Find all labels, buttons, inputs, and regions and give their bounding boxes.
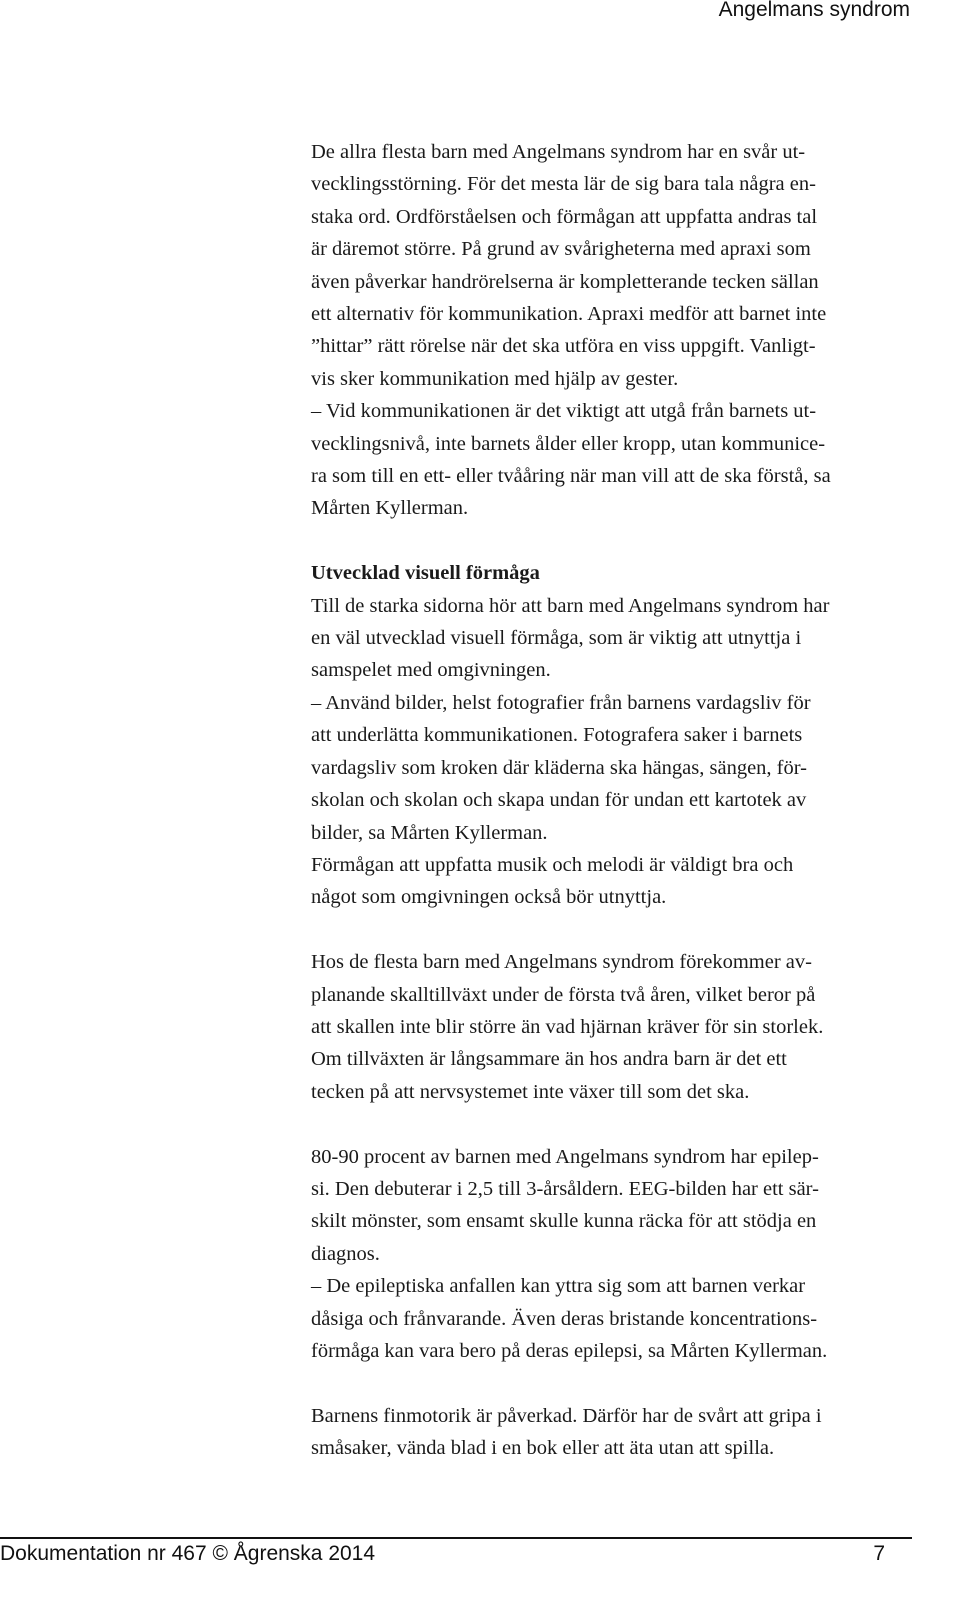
text-line: vardagsliv som kroken där kläderna ska hängas, sängen, för- <box>311 756 807 779</box>
text-line: vis sker kommunikation med hjälp av gester. <box>311 367 679 390</box>
text-line: ra som till en ett- eller tvååring när man vill att de ska förstå, sa <box>311 465 831 488</box>
paragraph-communication <box>311 136 941 525</box>
paragraph-spacer <box>311 914 941 946</box>
text-line: skilt mönster, som ensamt skulle kunna räcka för att stödja en <box>311 1210 817 1233</box>
text-line: vecklingsnivå, inte barnets ålder eller kropp, utan kommunice- <box>311 432 826 455</box>
text-line: att underlätta kommunikationen. Fotografera saker i barnets <box>311 724 803 747</box>
text-line: tecken på att nervsystemet inte växer till som det ska. <box>311 1080 750 1103</box>
paragraph-fine-motor <box>311 1400 941 1465</box>
paragraph-spacer <box>311 1367 941 1399</box>
paragraph-spacer <box>311 525 941 557</box>
text-line: – Vid kommunikationen är det viktigt att utgå från barnets ut- <box>311 400 817 423</box>
text-line: vecklingsstörning. För det mesta lär de sig bara tala några en- <box>311 173 816 196</box>
text-line: Till de starka sidorna hör att barn med Angelmans syndrom har <box>311 594 830 617</box>
paragraph-spacer <box>311 1108 941 1140</box>
text-line: De allra flesta barn med Angelmans syndrom har en svår ut- <box>311 141 806 163</box>
text-line: dåsiga och frånvarande. Även deras bristande koncentrations- <box>311 1307 818 1330</box>
paragraph-skull-growth <box>311 946 941 1108</box>
text-line: planande skalltillväxt under de första två åren, vilket beror på <box>311 983 816 1006</box>
text-line: bilder, sa Mårten Kyllerman. <box>311 821 548 844</box>
text-line: diagnos. <box>311 1242 380 1265</box>
text-line: en väl utvecklad visuell förmåga, som är viktig att utnyttja i <box>311 627 802 650</box>
text-line: samspelet med omgivningen. <box>311 659 551 682</box>
text-line: småsaker, vända blad i en bok eller att äta utan att spilla. <box>311 1437 775 1460</box>
text-line: – Använd bilder, helst fotografier från barnens vardagsliv för <box>311 691 811 714</box>
running-header: Angelmans syndrom <box>718 0 910 21</box>
text-line: staka ord. Ordförståelsen och förmågan att uppfatta andras tal <box>311 205 818 228</box>
page-number: 7 <box>873 1542 885 1565</box>
text-line: Mårten Kyllerman. <box>311 497 469 520</box>
text-line: Barnens finmotorik är påverkad. Därför har de svårt att gripa i <box>311 1404 822 1427</box>
article-body <box>311 136 941 1465</box>
footer-divider <box>0 1537 912 1539</box>
text-line: – De epileptiska anfallen kan yttra sig som att barnen verkar <box>311 1275 806 1298</box>
text-line: förmåga kan vara bero på deras epilepsi, sa Mårten Kyllerman. <box>311 1339 828 1362</box>
text-line: även påverkar handrörelserna är kompletterande tecken sällan <box>311 270 819 293</box>
text-line: skolan och skolan och skapa undan för undan ett kartotek av <box>311 789 807 812</box>
text-line: si. Den debuterar i 2,5 till 3-årsåldern. EEG-bilden har ett sär- <box>311 1177 819 1200</box>
text-line: är däremot större. På grund av svårigheterna med apraxi som <box>311 238 811 261</box>
paragraph-visual-ability <box>311 590 941 914</box>
text-line: Om tillväxten är långsammare än hos andra barn är det ett <box>311 1048 787 1071</box>
text-line: ett alternativ för kommunikation. Apraxi medför att barnet inte <box>311 303 827 326</box>
section-heading: Utvecklad visuell förmåga <box>311 562 540 585</box>
paragraph-epilepsy <box>311 1141 941 1368</box>
text-line: att skallen inte blir större än vad hjärnan kräver för sin storlek. <box>311 1015 824 1038</box>
footer-publication: Dokumentation nr 467 © Ågrenska 2014 <box>0 1542 376 1565</box>
text-line: Förmågan att uppfatta musik och melodi är väldigt bra och <box>311 853 794 876</box>
text-line: Hos de flesta barn med Angelmans syndrom förekommer av- <box>311 951 812 974</box>
text-line: något som omgivningen också bör utnyttja. <box>311 886 667 909</box>
text-line: ”hittar” rätt rörelse när det ska utföra en viss uppgift. Vanligt- <box>311 335 816 358</box>
text-line: 80-90 procent av barnen med Angelmans syndrom har epilep- <box>311 1145 819 1168</box>
